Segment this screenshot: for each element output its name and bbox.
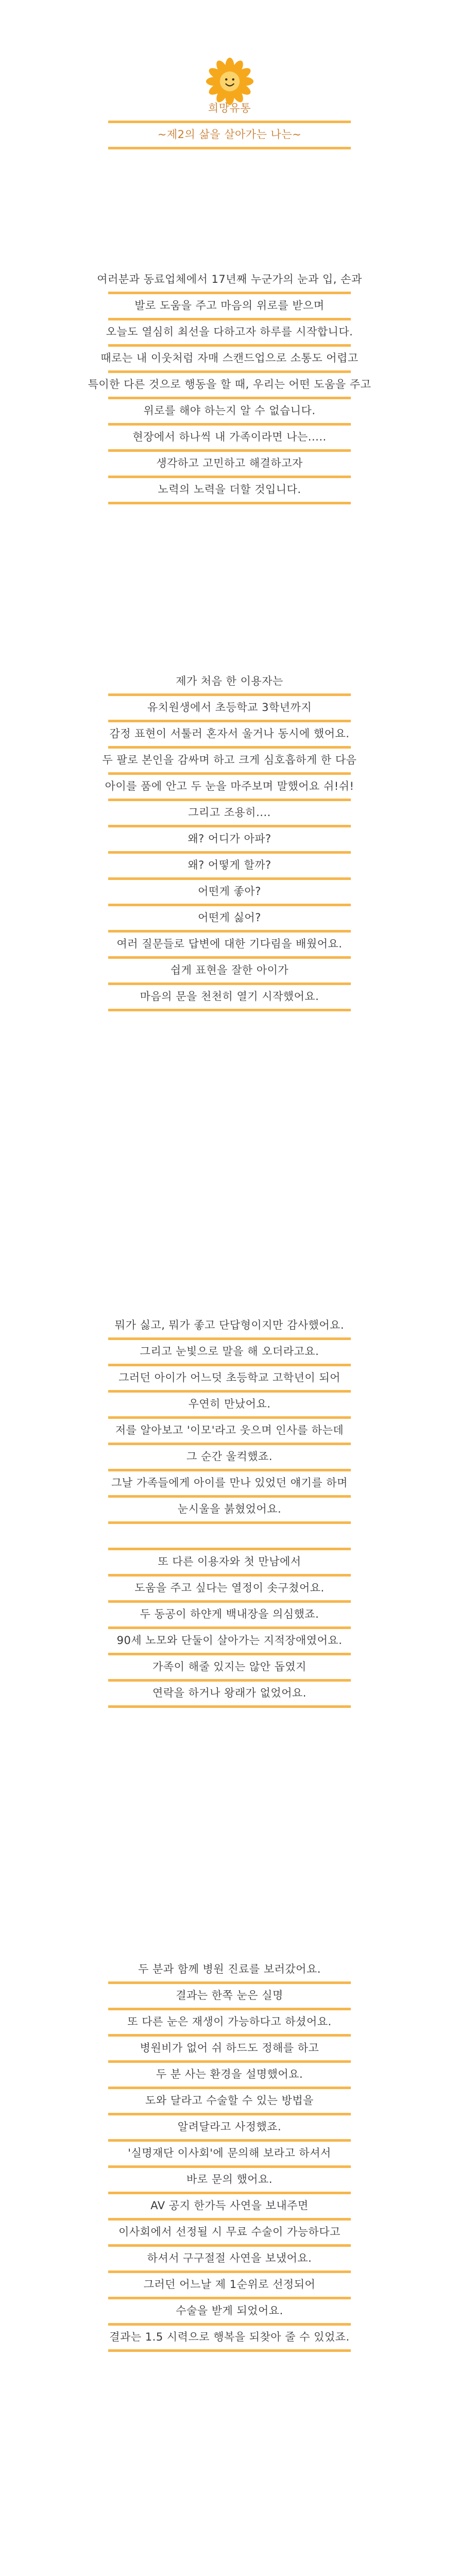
text-line: 쉽게 표현을 잘한 아이가 [108,959,351,985]
text-line: 바로 문의 했어요. [108,2168,351,2194]
text-line: 생각하고 고민하고 해결하고자 [108,452,351,478]
text-line: 아이를 품에 안고 두 눈을 마주보며 말했어요 쉬!쉬! [108,775,351,801]
text-line: 도와 달라고 수술할 수 있는 방법을 [108,2089,351,2115]
text-line: 감정 표현이 서툴러 혼자서 울거나 동시에 했어요. [108,722,351,749]
text-line: 두 동공이 하얀게 백내장을 의심했죠. [108,1603,351,1629]
text-line: 하셔서 구구절절 사연을 보냈어요. [108,2247,351,2273]
text-line: 오늘도 열심히 최선을 다하고자 하루를 시작합니다. [108,320,351,347]
text-line: 연락을 하거나 왕래가 없었어요. [108,1682,351,1708]
text-line [108,1524,351,1550]
text-line: 왜? 어디가 아파? [108,827,351,854]
text-line: 두 분 사는 환경을 설명했어요. [108,2063,351,2089]
text-line: 그리고 눈빛으로 말을 해 오더라고요. [108,1340,351,1366]
text-line: 마음의 문을 천천히 열기 시작했어요. [108,985,351,1011]
text-line: 가족이 해줄 있지는 않안 돕였지 [108,1655,351,1682]
story-section-first-user [102,670,357,1011]
text-line: 결과는 한쪽 눈은 실명 [108,1984,351,2010]
text-line: 수술을 받게 되었어요. [108,2299,351,2326]
text-line: 두 팔로 본인을 감싸며 하고 크게 심호흡하게 한 다음 [108,749,351,775]
text-line: '실명재단 이사회'에 문의해 보라고 하셔서 [108,2142,351,2168]
text-line: 알려달라고 사정했죠. [108,2115,351,2142]
story-section-second-user [108,1314,351,1708]
text-line: 그 순간 울컥했죠. [108,1445,351,1471]
text-line: 또 다른 이용자와 첫 만남에서 [108,1550,351,1577]
text-line: 노력의 노력을 더할 것입니다. [108,478,351,504]
text-line: 때로는 내 이웃처럼 자매 스캔드업으로 소통도 어렵고 [108,347,351,373]
text-line: 유치원생에서 초등학교 3학년까지 [108,696,351,722]
text-line: AV 공지 한가득 사연을 보내주면 [108,2194,351,2221]
text-line: 그러던 어느날 제 1순위로 선정되어 [108,2273,351,2299]
text-line: 여러 질문들로 답변에 대한 기다림을 배웠어요. [108,933,351,959]
page-title: 희망유통 [108,97,351,123]
story-section-surgery [108,1958,351,2352]
text-line: 현장에서 하나씩 내 가족이라면 나는..... [108,426,351,452]
text-line: 눈시울을 붉혔었어요. [108,1498,351,1524]
text-line: 뭐가 싫고, 뭐가 좋고 단답형이지만 감사했어요. [108,1314,351,1340]
text-line: 어떤게 싫어? [108,906,351,933]
text-line: 왜? 어떻게 할까? [108,854,351,880]
text-line: 그날 가족들에게 아이를 만나 있었던 얘기를 하며 [108,1471,351,1498]
text-line: 우연히 만났어요. [108,1393,351,1419]
text-line: 저를 알아보고 '이모'라고 웃으며 인사를 하는데 [108,1419,351,1445]
header [108,97,351,149]
text-line: 병원비가 없어 쉬 하드도 정해를 하고 [108,2037,351,2063]
text-line: 그러던 아이가 어느덧 초등학교 고학년이 되어 [108,1366,351,1393]
page-subtitle: ~제2의 삶을 살아가는 나는~ [108,123,351,149]
text-line: 두 분과 함께 병원 진료를 보러갔어요. [108,1958,351,1984]
text-line: 여러분과 동료업체에서 17년째 누군가의 눈과 입, 손과 [108,268,351,294]
text-line: 결과는 1.5 시력으로 행복을 되찾아 줄 수 있었죠. [108,2326,351,2352]
story-section-intro [88,268,371,504]
text-line: 그리고 조용히.... [108,801,351,827]
text-line: 도움을 주고 싶다는 열정이 솟구쳤어요. [108,1577,351,1603]
text-line: 특이한 다른 것으로 행동을 할 때, 우리는 어떤 도움을 주고 [108,373,351,399]
text-line: 위로를 해야 하는지 알 수 없습니다. [108,399,351,426]
text-line: 90세 노모와 단둘이 살아가는 지적장애였어요. [108,1629,351,1655]
text-line: 제가 처음 한 이용자는 [108,670,351,696]
text-line: 또 다른 눈은 재생이 가능하다고 하셨어요. [108,2010,351,2037]
text-line: 발로 도움을 주고 마음의 위로를 받으며 [108,294,351,320]
text-line: 어떤게 좋아? [108,880,351,906]
text-line: 이사회에서 선정될 시 무료 수술이 가능하다고 [108,2221,351,2247]
